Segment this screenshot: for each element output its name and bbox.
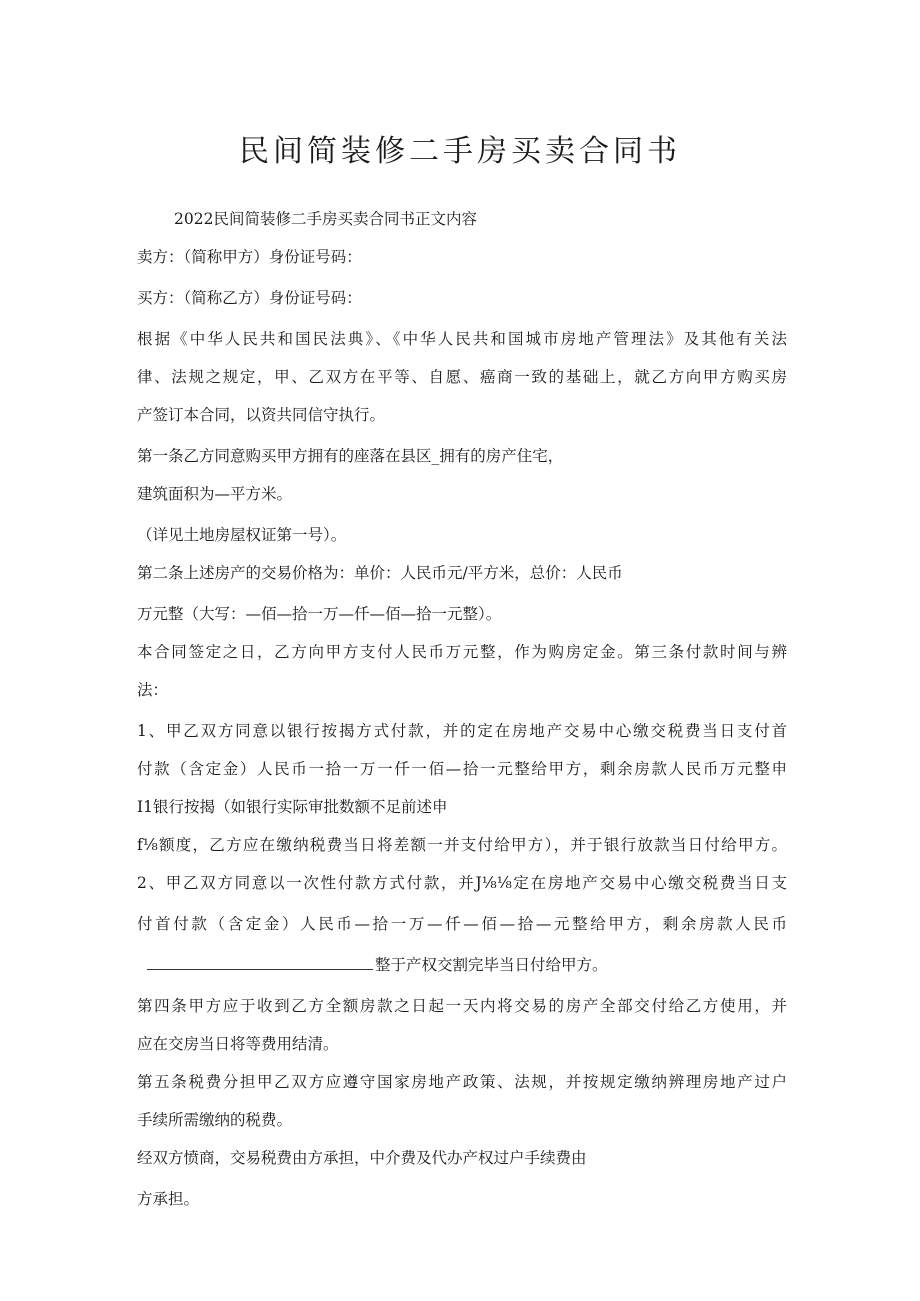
negotiation-line-2: 方承担。	[137, 1190, 200, 1208]
payment2-line-3-text: 整于产权交割完毕当日付给甲方。	[375, 956, 608, 974]
basis-line-1: 根据《中华人民共和国民法典》、《中华人民共和国城市房地产管理法》及其他有关法	[137, 330, 787, 348]
article4-line-1: 第四条甲方应于收到乙方全额房款之日起一天内将交易的房产全部交付给乙方使用，并	[137, 997, 787, 1015]
payment1-line-2: 付款（含定金）人民币一拾一万一仟一佰—拾一元整给甲方，剩余房款人民币万元整申	[137, 760, 787, 778]
document-body	[137, 205, 787, 1214]
basis-line-3: 产签订本合同，以资共同信守执行。	[137, 406, 386, 424]
buyer-line: 买方：（简称乙方）身份证号码：	[137, 289, 362, 307]
article4-line-2: 应在交房当日将等费用结清。	[137, 1035, 339, 1053]
payment2-line-2: 付首付款（含定金）人民币—拾一万—仟—佰—拾—元整给甲方，剩余房款人民币	[137, 915, 787, 933]
document-title: 民间简装修二手房买卖合同书	[239, 134, 681, 169]
payment2-line-1: 2、甲乙双方同意以一次性付款方式付款，并J⅛⅛定在房地产交易中心缴交税费当日支	[137, 874, 787, 892]
deposit-line-1: 本合同签定之日，乙方向甲方支付人民币万元整，作为购房定金。第三条付款时间与辨	[137, 643, 787, 661]
article1-line-1: 第一条乙方同意购买甲方拥有的座落在县区_拥有的房产住宅，	[137, 447, 564, 465]
negotiation-line-1: 经双方愤商，交易税费由方承担，中介费及代办产权过户手续费由	[137, 1149, 587, 1167]
basis-line-2: 律、法规之规定，甲、乙双方在平等、自愿、癌商一致的基础上，就乙方向甲方购买房	[137, 368, 787, 386]
seller-line: 卖方：（简称甲方）身份证号码：	[137, 248, 362, 266]
payment1-line-4: f⅛额度，乙方应在缴纳税费当日将差额一并支付给甲方），并于银行放款当日付给甲方。	[137, 836, 787, 854]
payment1-line-1: 1、甲乙双方同意以银行按揭方式付款，并的定在房地产交易中心缴交税费当日支付首	[137, 722, 787, 740]
deposit-line-2: 法：	[137, 681, 169, 699]
payment1-line-3: I1银行按揭（如银行实际审批数额不足前述申	[137, 798, 448, 816]
fill-in-blank	[147, 955, 373, 970]
article2-line-2: 万元整（大写：—佰—拾一万—仟—佰—拾一元整）。	[137, 605, 502, 623]
article1-line-3: （详见土地房屋权证第一号）。	[137, 526, 347, 544]
article5-line-2: 手续所需缴纳的税费。	[137, 1111, 293, 1129]
payment2-line-3	[137, 951, 787, 980]
subtitle-line: 2022民间简装修二手房买卖合同书正文内容	[174, 210, 477, 228]
article2-line-1: 第二条上述房产的交易价格为：单价：人民币元/平方米，总价：人民币	[137, 564, 623, 582]
article1-line-2: 建筑面积为—平方米。	[137, 485, 293, 503]
article5-line-1: 第五条税费分担甲乙双方应遵守国家房地产政策、法规，并按规定缴纳辨理房地产过户	[137, 1073, 787, 1091]
